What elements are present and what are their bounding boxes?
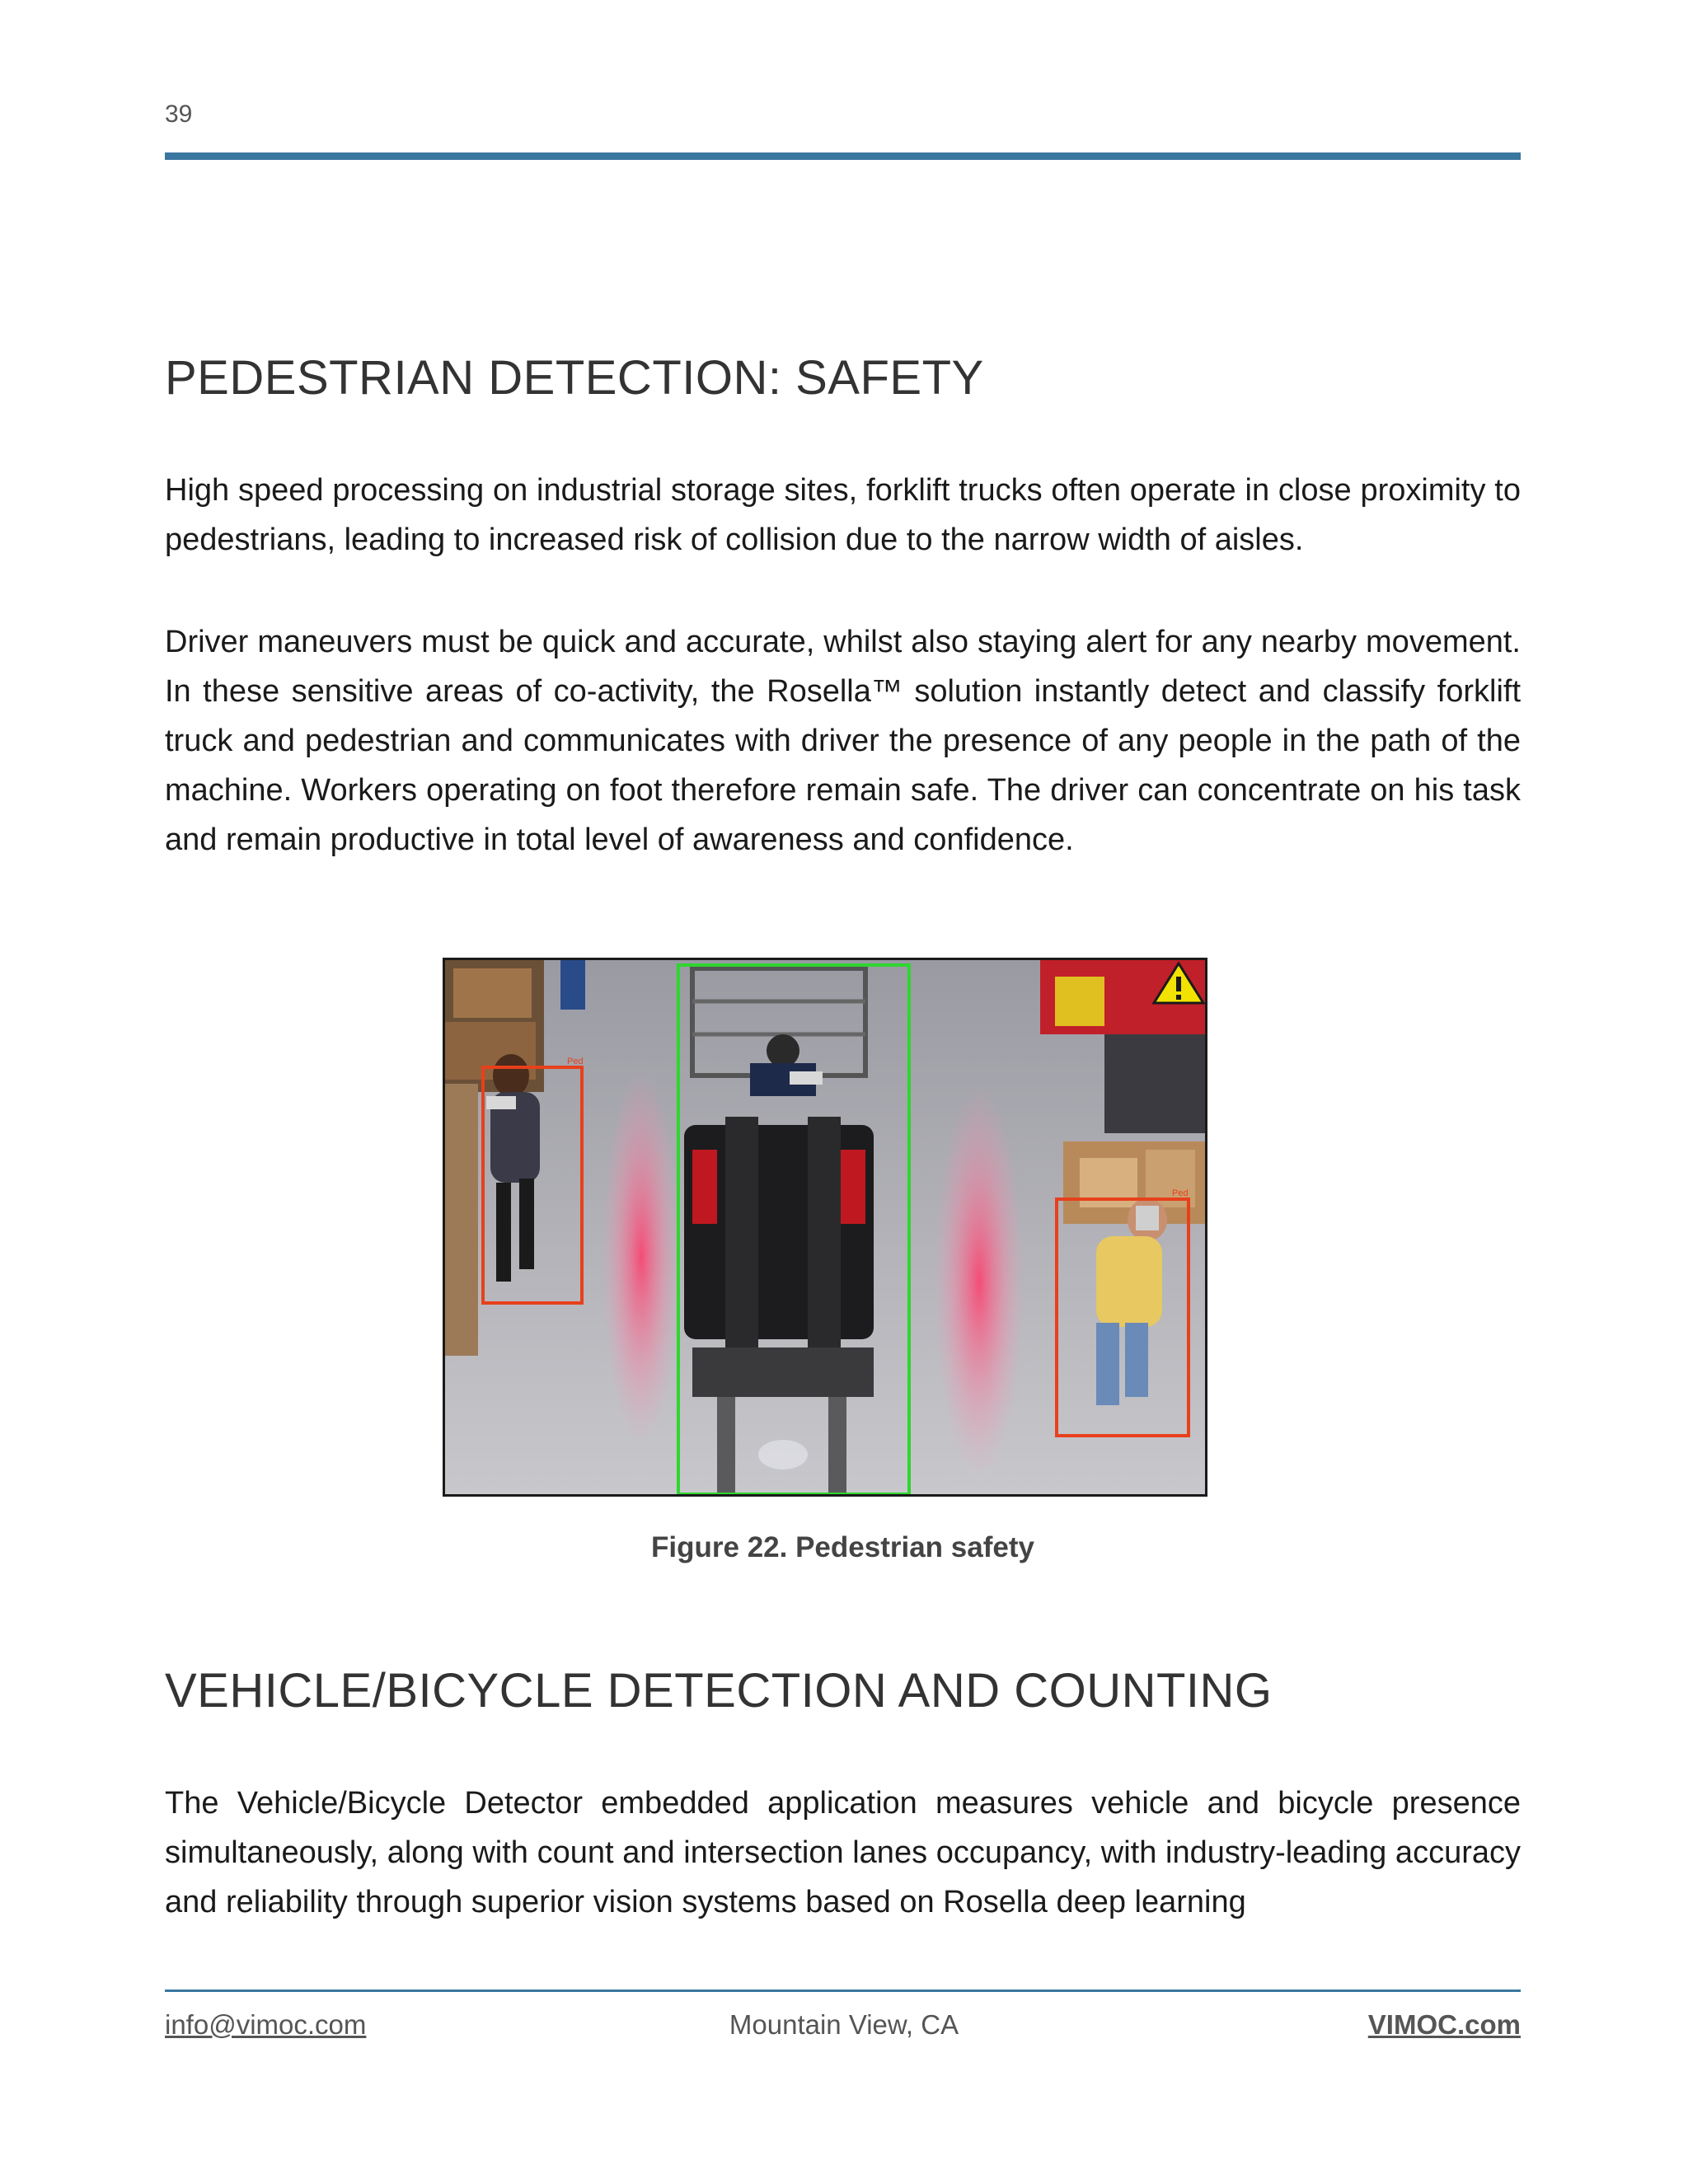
figure-caption: Figure 22. Pedestrian safety bbox=[651, 1531, 1034, 1563]
section-heading-pedestrian: PEDESTRIAN DETECTION: SAFETY bbox=[165, 351, 984, 405]
section-heading-vehicle: VEHICLE/BICYCLE DETECTION AND COUNTING bbox=[165, 1664, 1273, 1718]
paragraph-pedestrian-detail: Driver maneuvers must be quick and accurate, whilst also staying alert for any nearby movement. In these sensitive areas of co-activity, the Rosella™ solution instantly detect and classify forklift truck and pedestrian and communicates with driver the presence of any people in the path of the machine. Workers operating on foot therefore remain safe. The driver can concentrate on his task and remain productive in total level of awareness and confidence. bbox=[165, 625, 1521, 857]
figure-pedestrian-safety bbox=[443, 958, 1207, 1497]
detection-label-left: Ped bbox=[567, 1057, 584, 1066]
paragraph-pedestrian-intro: High speed processing on industrial storage sites, forklift trucks often operate in close proximity to pedestrians, leading to increased risk of collision due to the narrow width of aisles. bbox=[165, 473, 1521, 557]
paragraph-vehicle-intro: The Vehicle/Bicycle Detector embedded application measures vehicle and bicycle presence simultaneously, along with count and intersection lanes occupancy, with industry-leading accuracy and reliability through superior vision systems based on Rosella deep learning bbox=[165, 1786, 1521, 1919]
footer-email-link[interactable]: info@vimoc.com bbox=[165, 2009, 367, 2040]
footer-location: Mountain View, CA bbox=[729, 2009, 959, 2040]
page-number: 39 bbox=[165, 101, 193, 128]
detection-label-right: Ped bbox=[1172, 1188, 1189, 1198]
warehouse-forklift-scene bbox=[445, 960, 1205, 1494]
header-rule bbox=[165, 152, 1521, 160]
footer-rule bbox=[165, 1990, 1521, 1992]
footer-website-link[interactable]: VIMOC.com bbox=[1367, 2009, 1521, 2040]
